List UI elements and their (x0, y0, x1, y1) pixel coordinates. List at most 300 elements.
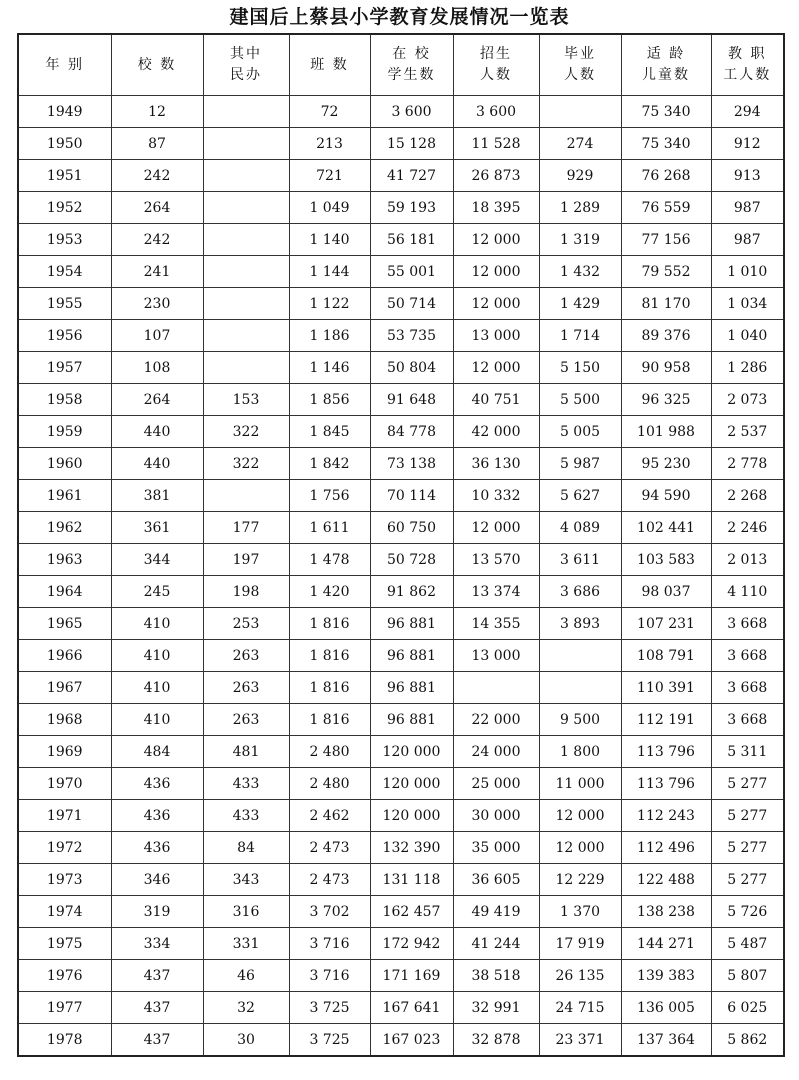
table-cell: 5 277 (711, 800, 784, 832)
table-cell: 1 845 (289, 416, 370, 448)
year-cell: 1978 (18, 1024, 111, 1057)
table-cell: 40 751 (453, 384, 539, 416)
table-cell: 3 893 (539, 608, 621, 640)
table-cell: 50 804 (370, 352, 453, 384)
table-cell: 2 268 (711, 480, 784, 512)
table-cell: 70 114 (370, 480, 453, 512)
table-cell: 334 (111, 928, 203, 960)
year-cell: 1977 (18, 992, 111, 1024)
table-row (18, 96, 784, 128)
table-cell: 112 191 (621, 704, 711, 736)
table-row (18, 192, 784, 224)
table-cell: 5 150 (539, 352, 621, 384)
table-cell: 4 110 (711, 576, 784, 608)
table-cell (539, 672, 621, 704)
table-cell: 481 (203, 736, 289, 768)
table-cell: 241 (111, 256, 203, 288)
table-row (18, 640, 784, 672)
table-cell: 24 000 (453, 736, 539, 768)
column-header-line: 民办 (230, 67, 262, 83)
column-header (539, 34, 621, 96)
table-cell: 113 796 (621, 768, 711, 800)
table-cell: 96 881 (370, 640, 453, 672)
year-cell: 1952 (18, 192, 111, 224)
table-cell: 96 881 (370, 704, 453, 736)
column-header (370, 34, 453, 96)
table-cell: 1 122 (289, 288, 370, 320)
table-cell: 50 728 (370, 544, 453, 576)
table-cell: 440 (111, 448, 203, 480)
year-cell: 1958 (18, 384, 111, 416)
table-cell: 322 (203, 448, 289, 480)
column-header (711, 34, 784, 96)
table-cell: 5 277 (711, 768, 784, 800)
table-cell: 13 000 (453, 640, 539, 672)
table-cell: 110 391 (621, 672, 711, 704)
table-cell: 437 (111, 992, 203, 1024)
table-cell: 1 420 (289, 576, 370, 608)
table-cell: 3 716 (289, 928, 370, 960)
table-cell: 263 (203, 640, 289, 672)
table-cell: 721 (289, 160, 370, 192)
table-cell (539, 640, 621, 672)
table-cell: 101 988 (621, 416, 711, 448)
table-cell: 10 332 (453, 480, 539, 512)
table-cell: 91 862 (370, 576, 453, 608)
table-row (18, 896, 784, 928)
table-cell (539, 96, 621, 128)
table-row (18, 800, 784, 832)
table-row (18, 384, 784, 416)
column-header-line: 学生数 (387, 67, 436, 83)
table-cell: 53 735 (370, 320, 453, 352)
table-row (18, 512, 784, 544)
table-cell: 112 496 (621, 832, 711, 864)
table-cell: 436 (111, 768, 203, 800)
table-cell: 18 395 (453, 192, 539, 224)
table-cell: 84 (203, 832, 289, 864)
table-cell: 433 (203, 800, 289, 832)
column-header (18, 34, 111, 96)
statistics-table (17, 33, 785, 1057)
year-cell: 1956 (18, 320, 111, 352)
table-cell: 1 144 (289, 256, 370, 288)
table-cell: 2 480 (289, 736, 370, 768)
table-cell: 5 627 (539, 480, 621, 512)
table-cell: 17 919 (539, 928, 621, 960)
table-cell: 12 (111, 96, 203, 128)
table-cell: 94 590 (621, 480, 711, 512)
table-cell: 1 816 (289, 704, 370, 736)
table-cell: 5 726 (711, 896, 784, 928)
table-cell (203, 320, 289, 352)
table-cell: 108 (111, 352, 203, 384)
table-cell: 437 (111, 960, 203, 992)
table-cell (203, 128, 289, 160)
column-header-line: 校 数 (137, 56, 177, 73)
table-row (18, 608, 784, 640)
table-cell: 120 000 (370, 736, 453, 768)
table-cell: 1 146 (289, 352, 370, 384)
year-cell: 1969 (18, 736, 111, 768)
table-cell: 172 942 (370, 928, 453, 960)
table-cell: 41 727 (370, 160, 453, 192)
table-cell: 331 (203, 928, 289, 960)
year-cell: 1966 (18, 640, 111, 672)
table-cell: 50 714 (370, 288, 453, 320)
column-header (453, 34, 539, 96)
table-cell: 3 611 (539, 544, 621, 576)
table-cell: 90 958 (621, 352, 711, 384)
table-cell: 1 049 (289, 192, 370, 224)
table-row (18, 704, 784, 736)
table-row (18, 224, 784, 256)
table-cell: 15 128 (370, 128, 453, 160)
table-cell: 144 271 (621, 928, 711, 960)
table-cell: 1 756 (289, 480, 370, 512)
table-row (18, 256, 784, 288)
table-cell: 32 991 (453, 992, 539, 1024)
table-cell: 3 668 (711, 672, 784, 704)
table-cell: 46 (203, 960, 289, 992)
table-cell: 198 (203, 576, 289, 608)
table-cell: 2 462 (289, 800, 370, 832)
table-cell: 213 (289, 128, 370, 160)
table-cell: 3 668 (711, 608, 784, 640)
table-cell (203, 224, 289, 256)
table-cell: 12 000 (453, 352, 539, 384)
table-cell: 440 (111, 416, 203, 448)
table-cell: 107 (111, 320, 203, 352)
table-cell: 24 715 (539, 992, 621, 1024)
table-cell: 484 (111, 736, 203, 768)
table-cell: 410 (111, 672, 203, 704)
table-cell: 120 000 (370, 768, 453, 800)
table-cell: 30 000 (453, 800, 539, 832)
table-cell: 264 (111, 384, 203, 416)
column-header (289, 34, 370, 96)
year-cell: 1965 (18, 608, 111, 640)
table-cell: 13 570 (453, 544, 539, 576)
table-cell: 437 (111, 1024, 203, 1057)
table-cell: 30 (203, 1024, 289, 1057)
table-cell: 274 (539, 128, 621, 160)
column-header-line: 人数 (480, 67, 512, 83)
table-cell: 1 611 (289, 512, 370, 544)
table-cell: 96 881 (370, 672, 453, 704)
year-cell: 1961 (18, 480, 111, 512)
table-cell: 245 (111, 576, 203, 608)
table-cell: 2 473 (289, 864, 370, 896)
table-cell: 75 340 (621, 96, 711, 128)
table-cell: 112 243 (621, 800, 711, 832)
table-cell (203, 192, 289, 224)
column-header-line: 在 校 (392, 46, 431, 62)
table-cell: 81 170 (621, 288, 711, 320)
table-cell: 22 000 (453, 704, 539, 736)
table-cell: 41 244 (453, 928, 539, 960)
table-cell: 55 001 (370, 256, 453, 288)
table-cell: 1 432 (539, 256, 621, 288)
table-cell: 410 (111, 608, 203, 640)
table-cell: 95 230 (621, 448, 711, 480)
table-cell (203, 256, 289, 288)
table-cell: 9 500 (539, 704, 621, 736)
table-cell: 32 (203, 992, 289, 1024)
year-cell: 1950 (18, 128, 111, 160)
table-cell: 12 000 (539, 800, 621, 832)
table-cell: 343 (203, 864, 289, 896)
table-cell: 1 816 (289, 672, 370, 704)
table-cell: 96 881 (370, 608, 453, 640)
table-cell (203, 480, 289, 512)
table-cell: 3 668 (711, 704, 784, 736)
table-cell: 3 600 (370, 96, 453, 128)
table-cell: 59 193 (370, 192, 453, 224)
table-cell: 316 (203, 896, 289, 928)
year-cell: 1954 (18, 256, 111, 288)
year-cell: 1959 (18, 416, 111, 448)
table-cell (453, 672, 539, 704)
column-header (203, 34, 289, 96)
table-cell: 35 000 (453, 832, 539, 864)
table-cell: 361 (111, 512, 203, 544)
table-cell: 1 842 (289, 448, 370, 480)
table-cell: 3 725 (289, 1024, 370, 1057)
column-header-line: 适 龄 (646, 46, 686, 62)
table-cell: 3 600 (453, 96, 539, 128)
table-cell: 91 648 (370, 384, 453, 416)
table-cell: 73 138 (370, 448, 453, 480)
table-cell: 230 (111, 288, 203, 320)
year-cell: 1964 (18, 576, 111, 608)
table-cell: 136 005 (621, 992, 711, 1024)
table-cell: 79 552 (621, 256, 711, 288)
year-cell: 1970 (18, 768, 111, 800)
table-cell: 3 702 (289, 896, 370, 928)
year-cell: 1972 (18, 832, 111, 864)
table-cell: 12 000 (453, 256, 539, 288)
table-cell: 2 778 (711, 448, 784, 480)
year-cell: 1971 (18, 800, 111, 832)
table-cell: 381 (111, 480, 203, 512)
table-cell: 42 000 (453, 416, 539, 448)
table-cell: 433 (203, 768, 289, 800)
year-cell: 1953 (18, 224, 111, 256)
column-header-line: 人数 (564, 67, 596, 83)
table-cell: 167 641 (370, 992, 453, 1024)
table-row (18, 160, 784, 192)
table-cell: 987 (711, 192, 784, 224)
table-cell: 153 (203, 384, 289, 416)
table-cell: 139 383 (621, 960, 711, 992)
table-cell: 2 473 (289, 832, 370, 864)
year-cell: 1974 (18, 896, 111, 928)
table-cell: 253 (203, 608, 289, 640)
table-cell: 13 000 (453, 320, 539, 352)
table-cell: 60 750 (370, 512, 453, 544)
table-cell: 2 480 (289, 768, 370, 800)
table-cell: 96 325 (621, 384, 711, 416)
table-cell: 13 374 (453, 576, 539, 608)
table-cell: 1 319 (539, 224, 621, 256)
column-header-line: 招生 (480, 46, 512, 62)
table-cell: 137 364 (621, 1024, 711, 1057)
table-body (18, 96, 784, 1057)
table-cell: 344 (111, 544, 203, 576)
table-cell: 167 023 (370, 1024, 453, 1057)
table-cell: 1 429 (539, 288, 621, 320)
year-cell: 1968 (18, 704, 111, 736)
table-cell (203, 352, 289, 384)
table-cell: 5 277 (711, 832, 784, 864)
table-row (18, 480, 784, 512)
table-cell: 131 118 (370, 864, 453, 896)
year-cell: 1960 (18, 448, 111, 480)
table-cell: 1 286 (711, 352, 784, 384)
table-cell: 987 (711, 224, 784, 256)
table-row (18, 864, 784, 896)
table-cell: 102 441 (621, 512, 711, 544)
table-cell: 242 (111, 160, 203, 192)
table-row (18, 832, 784, 864)
table-cell: 263 (203, 672, 289, 704)
table-row (18, 960, 784, 992)
table-cell: 1 800 (539, 736, 621, 768)
table-cell: 36 130 (453, 448, 539, 480)
table-cell: 107 231 (621, 608, 711, 640)
table-cell: 264 (111, 192, 203, 224)
table-cell (203, 288, 289, 320)
column-header (111, 34, 203, 96)
table-cell: 3 725 (289, 992, 370, 1024)
table-cell: 77 156 (621, 224, 711, 256)
column-header-line: 其中 (230, 46, 262, 62)
table-cell: 2 537 (711, 416, 784, 448)
table-cell: 436 (111, 800, 203, 832)
year-cell: 1967 (18, 672, 111, 704)
year-cell: 1973 (18, 864, 111, 896)
table-cell: 5 487 (711, 928, 784, 960)
year-cell: 1955 (18, 288, 111, 320)
page-title: 建国后上蔡县小学教育发展情况一览表 (229, 6, 570, 28)
table-row (18, 1024, 784, 1057)
table-cell (203, 96, 289, 128)
table-row (18, 416, 784, 448)
table-cell: 5 277 (711, 864, 784, 896)
table-cell: 122 488 (621, 864, 711, 896)
table-header-row (18, 34, 784, 96)
table-cell: 5 311 (711, 736, 784, 768)
table-cell: 171 169 (370, 960, 453, 992)
table-cell: 1 186 (289, 320, 370, 352)
table-cell: 410 (111, 704, 203, 736)
year-cell: 1976 (18, 960, 111, 992)
year-cell: 1957 (18, 352, 111, 384)
table-cell: 120 000 (370, 800, 453, 832)
table-cell: 1 370 (539, 896, 621, 928)
table-cell: 3 716 (289, 960, 370, 992)
table-cell: 5 005 (539, 416, 621, 448)
table-cell: 1 010 (711, 256, 784, 288)
table-cell: 1 289 (539, 192, 621, 224)
table-row (18, 672, 784, 704)
table-row (18, 288, 784, 320)
table-cell: 294 (711, 96, 784, 128)
table-cell: 1 040 (711, 320, 784, 352)
table-cell: 346 (111, 864, 203, 896)
table-cell: 84 778 (370, 416, 453, 448)
table-cell: 1 714 (539, 320, 621, 352)
column-header-line: 儿童数 (642, 67, 690, 83)
table-cell: 242 (111, 224, 203, 256)
table-cell: 108 791 (621, 640, 711, 672)
table-row (18, 928, 784, 960)
table-cell: 1 856 (289, 384, 370, 416)
column-header-line: 工人数 (723, 67, 772, 83)
table-cell: 6 025 (711, 992, 784, 1024)
table-cell: 75 340 (621, 128, 711, 160)
column-header-line: 毕业 (564, 46, 596, 62)
table-cell: 38 518 (453, 960, 539, 992)
table-cell: 14 355 (453, 608, 539, 640)
table-row (18, 576, 784, 608)
year-cell: 1975 (18, 928, 111, 960)
column-header (621, 34, 711, 96)
table-cell: 322 (203, 416, 289, 448)
table-cell: 2 013 (711, 544, 784, 576)
table-cell: 12 229 (539, 864, 621, 896)
table-cell: 12 000 (453, 512, 539, 544)
table-cell: 913 (711, 160, 784, 192)
table-cell: 2 073 (711, 384, 784, 416)
table-cell: 72 (289, 96, 370, 128)
table-cell: 929 (539, 160, 621, 192)
table-row (18, 128, 784, 160)
table-cell: 436 (111, 832, 203, 864)
table-cell: 5 807 (711, 960, 784, 992)
table-cell: 25 000 (453, 768, 539, 800)
table-cell: 2 246 (711, 512, 784, 544)
table-cell: 89 376 (621, 320, 711, 352)
table-row (18, 320, 784, 352)
table-cell: 197 (203, 544, 289, 576)
table-cell: 1 034 (711, 288, 784, 320)
column-header-line: 年 别 (45, 56, 84, 73)
table-cell: 5 862 (711, 1024, 784, 1057)
table-cell: 4 089 (539, 512, 621, 544)
table-cell: 177 (203, 512, 289, 544)
table-cell: 1 816 (289, 608, 370, 640)
table-cell: 3 686 (539, 576, 621, 608)
table-cell (203, 160, 289, 192)
table-cell: 23 371 (539, 1024, 621, 1057)
table-cell: 1 816 (289, 640, 370, 672)
table-cell: 319 (111, 896, 203, 928)
table-cell: 87 (111, 128, 203, 160)
table-cell: 132 390 (370, 832, 453, 864)
table-cell: 1 478 (289, 544, 370, 576)
table-cell: 113 796 (621, 736, 711, 768)
table-cell: 26 873 (453, 160, 539, 192)
table-cell: 26 135 (539, 960, 621, 992)
table-cell: 1 140 (289, 224, 370, 256)
year-cell: 1949 (18, 96, 111, 128)
table-cell: 98 037 (621, 576, 711, 608)
table-cell: 5 500 (539, 384, 621, 416)
table-row (18, 352, 784, 384)
year-cell: 1963 (18, 544, 111, 576)
